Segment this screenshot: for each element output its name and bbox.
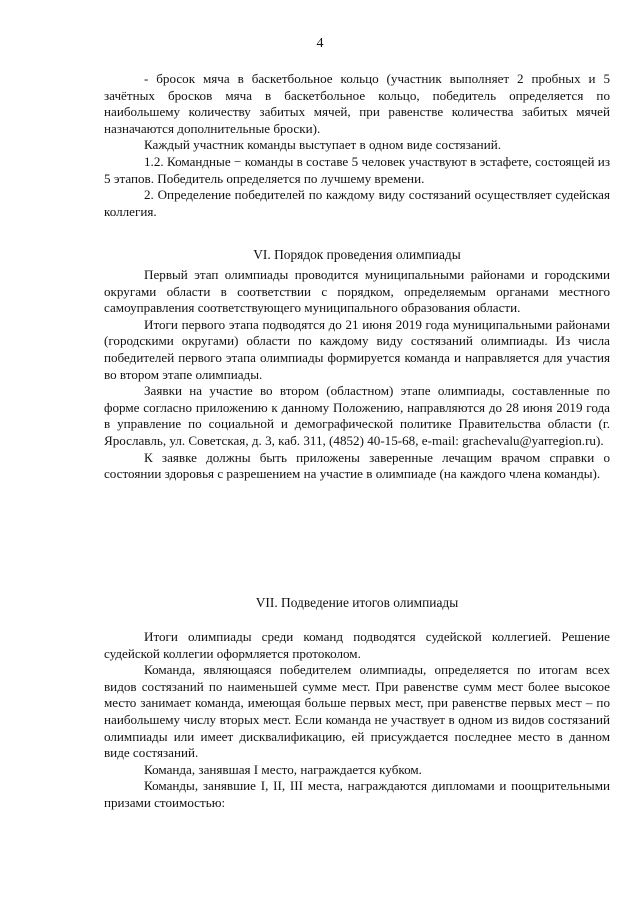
paragraph: Команда, занявшая I место, награждается кубком. [144, 761, 422, 777]
paragraph: Каждый участник команды выступает в одном виде состязаний. [144, 137, 501, 153]
section-7-heading-wrap [104, 595, 610, 612]
paragraph: Итоги олимпиады среди команд подводятся судейской коллегией. Решение судейской коллегии оформляется протоколом. [104, 629, 610, 661]
section-6-body [104, 267, 610, 483]
paragraph: Итоги первого этапа подводятся до 21 июня 2019 года муниципальными районами (городскими округами) области по каждому виду состязаний олимпиады. Из числа победителей первого этапа олимпиады формируется команда и направляется для участия во втором этапе олимпиады. [104, 316, 610, 382]
paragraph: 2. Определение победителей по каждому виду состязаний осуществляет судейская коллегия. [104, 187, 610, 219]
paragraph: Команда, являющаяся победителем олимпиады, определяется по итогам всех видов состязаний по наименьшей сумме мест. При равенстве сумм мест более высокое место занимает команда, имеющая больше первых мест, при равенстве первых мест – по наибольшему числу вторых мест. Если команда не участвует в одном из видов состязаний олимпиады или имеет дисквалификацию, ей присуждается последнее место в данном виде состязаний. [104, 662, 610, 761]
section-heading: VII. Подведение итогов олимпиады [255, 595, 459, 610]
paragraph: - бросок мяча в баскетбольное кольцо (участник выполняет 2 пробных и 5 зачётных бросков мяча в баскетбольное кольцо, победитель определяется по наибольшему количеству забитых мячей, при равенстве количества забитых мячей назначаются дополнительные броски). [104, 71, 610, 136]
paragraph: Первый этап олимпиады проводится муниципальными районами и городскими округами области в соответствии с порядком, определяемым органами местного самоуправления соответствующего муниципального образования области. [104, 267, 610, 316]
section-6-heading-wrap [104, 247, 610, 264]
section-7-body [104, 629, 610, 812]
section-heading: VI. Порядок проведения олимпиады [253, 247, 461, 262]
paragraph: Команды, занявшие I, II, III места, награждаются дипломами и поощрительными призами стоимостью: [104, 778, 610, 810]
paragraph: К заявке должны быть приложены заверенные лечащим врачом справки о состоянии здоровья с разрешением на участие в олимпиаде (на каждого члена команды). [104, 449, 610, 482]
paragraph: Заявки на участие во втором (областном) этапе олимпиады, составленные по форме согласно приложению к данному Положению, направляются до 28 июня 2019 года в управление по социальной и демографической политике Правительства области (г. Ярославль, ул. Советская, д. 3, каб. 311, (4852) 40-15-68, e-mail: grachevalu@yarregion.ru). [104, 383, 610, 448]
top-paragraphs [104, 71, 610, 220]
paragraph: 1.2. Командные − команды в составе 5 человек участвуют в эстафете, состоящей из 5 этапов. Победитель определяется по лучшему времени. [104, 153, 610, 186]
page-number: 4 [316, 36, 324, 51]
